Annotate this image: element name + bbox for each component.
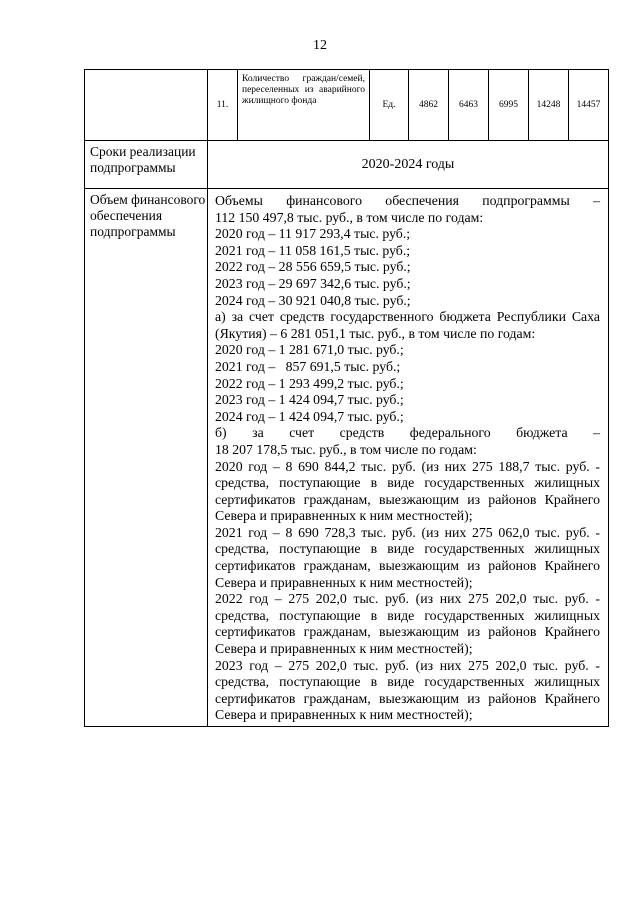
finance-total-line-1: Объемы финансового обеспечения подпрограммы – [215,193,600,208]
finance-label: Объем финансового обеспечения подпрограммы [90,192,206,239]
indicator-value-2023: 14248 [529,70,569,140]
state-budget-year: 2024 год – 1 424 094,7 тыс. руб.; [215,408,404,424]
finance-total-year: 2022 год – 28 556 659,5 тыс. руб.; [215,259,411,275]
indicator-value-2024: 14457 [569,70,609,140]
federal-year: 2022 год – 275 202,0 тыс. руб. (из них 275 202,0 тыс. руб. - средства, поступающие в виде государственных жилищных сертификатов гражданам, выезжающим из районов Крайнего Севера и приравненных к ним местностей); [215,591,600,657]
indicator-table [208,70,608,140]
finance-content-cell [208,189,609,727]
indicator-unit: Ед. [370,70,409,140]
finance-label-cell [85,189,208,727]
finance-text [208,189,608,726]
finance-total-year: 2023 год – 29 697 342,6 тыс. руб.; [215,275,411,291]
finance-total-year: 2024 год – 30 921 040,8 тыс. руб.; [215,292,411,308]
federal-year: 2021 год – 8 690 728,3 тыс. руб. (из них 275 062,0 тыс. руб. - средства, поступающие в виде государственных жилищных сертификатов гражданам, выезжающим из районов Крайнего Севера и приравненных к ним местностей); [215,524,600,590]
federal-year: 2023 год – 275 202,0 тыс. руб. (из них 275 202,0 тыс. руб. - средства, поступающие в виде государственных жилищных сертификатов гражданам, выезжающим из районов Крайнего Севера и приравненных к ним местностей); [215,657,600,723]
federal-year: 2020 год – 8 690 844,2 тыс. руб. (из них 275 188,7 тыс. руб. - средства, поступающие в виде государственных жилищных сертификатов гражданам, выезжающим из районов Крайнего Севера и приравненных к ним местностей); [215,458,600,524]
federal-intro-line-2: 18 207 178,5 тыс. руб., в том числе по годам: [215,441,477,457]
passport-table [84,69,609,727]
state-budget-year: 2023 год – 1 424 094,7 тыс. руб.; [215,392,404,408]
federal-intro-line-1: б) за счет средств федерального бюджета – [215,425,600,441]
state-budget-year: 2020 год – 1 281 671,0 тыс. руб.; [215,342,404,358]
state-budget-year: 2021 год – 857 691,5 тыс. руб.; [215,358,401,374]
indicator-number: 11. [216,99,229,110]
indicator-value-2021: 6463 [449,70,489,140]
terms-value: 2020-2024 годы [208,141,609,189]
indicator-row [85,70,609,141]
state-budget-intro: а) за счет средств государственного бюджета Республики Саха (Якутия) – 6 281 051,1 тыс. руб., в том числе по годам: [215,309,600,341]
finance-row [85,189,609,727]
indicator-value-2022: 6995 [489,70,529,140]
state-budget-year: 2022 год – 1 293 499,2 тыс. руб.; [215,375,404,391]
finance-total-year: 2021 год – 11 058 161,5 тыс. руб.; [215,242,411,258]
finance-total-line-2: 112 150 497,8 тыс. руб., в том числе по годам: [215,209,484,225]
indicator-name: Количество граждан/семей, переселенных из аварийного жилищного фонда [238,70,370,140]
terms-row [85,141,609,189]
empty-label-cell [85,70,208,141]
indicator-cell [208,70,609,141]
page-number: 12 [313,38,327,53]
terms-label-cell [85,141,208,189]
terms-label: Сроки реализации подпрограммы [90,144,196,175]
finance-total-year: 2020 год – 11 917 293,4 тыс. руб.; [215,226,411,242]
indicator-value-2020: 4862 [409,70,449,140]
